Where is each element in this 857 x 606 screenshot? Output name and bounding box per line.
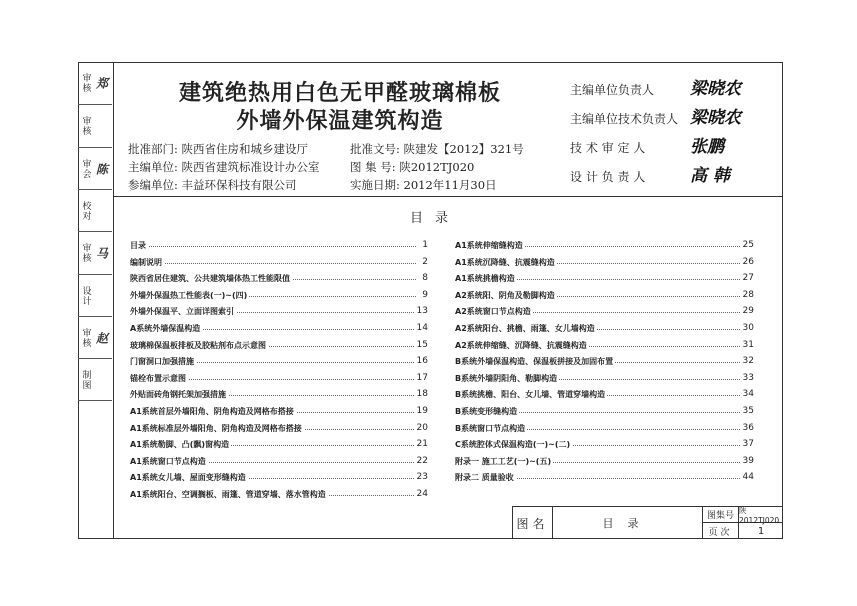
toc-entry[interactable] — [455, 255, 754, 272]
toc-entry[interactable] — [455, 404, 754, 421]
sidebar-label: 制图 — [80, 369, 91, 390]
toc-entry-page: 8 — [422, 273, 428, 284]
sidebar-cell — [78, 190, 112, 232]
toc-entry[interactable] — [130, 238, 428, 255]
toc-entry[interactable] — [130, 421, 428, 438]
toc-entry-label: 外墙外保温平、立面详图索引 — [130, 307, 234, 317]
toc-entry-label: B系统挑檐、阳台、女儿墙、管道穿墙构造 — [455, 390, 606, 400]
toc-entry[interactable] — [130, 271, 428, 288]
responsible-label: 主编单位负责人 — [570, 83, 655, 97]
toc-entry-page: 31 — [742, 339, 754, 350]
toc-entry[interactable] — [455, 354, 754, 371]
sidebar-signature: 郑 — [94, 77, 109, 89]
toc-entry-page: 2 — [422, 256, 428, 267]
toc-entry-page: 37 — [742, 439, 754, 450]
responsible-signature: 张鹏 — [690, 137, 724, 157]
responsible-signature: 梁晓农 — [690, 79, 741, 99]
document-title-line2: 外墙外保温建筑构造 — [236, 109, 444, 134]
toc-entry[interactable] — [130, 454, 428, 471]
toc-entry-page: 36 — [742, 422, 754, 433]
toc-entry-label: 附录一 施工工艺(一)~(五) — [455, 456, 552, 466]
implementation-date: 实施日期: 2012年11月30日 — [350, 178, 497, 192]
sidebar-cell — [78, 62, 112, 105]
toc-entry-page: 16 — [416, 356, 428, 367]
toc-entry-label: A1系统标准层外墙阳角、阴角构造及网格布搭接 — [130, 423, 302, 433]
toc-entry-label: B系统外墙阴阳角、勒脚构造 — [455, 373, 558, 383]
toc-right-column — [455, 238, 754, 487]
toc-entry[interactable] — [455, 421, 754, 438]
sidebar-signature — [92, 359, 112, 400]
toc-entry-page: 17 — [416, 372, 428, 383]
sidebar-cell — [78, 105, 112, 148]
toc-entry-label: 附录二 质量验收 — [455, 473, 514, 483]
participant-unit: 参编单位: 丰益环保科技有限公司 — [128, 178, 297, 192]
toc-entry-label: 门窗洞口加强措施 — [130, 357, 194, 367]
sidebar-signature — [92, 190, 112, 231]
sidebar-cell — [78, 148, 112, 190]
toc-left-column — [130, 238, 428, 504]
toc-leader-dots — [130, 246, 416, 247]
toc-entry-page: 23 — [416, 472, 428, 483]
toc-entry-page: 24 — [416, 488, 428, 499]
toc-entry-page: 20 — [416, 422, 428, 433]
toc-entry-page: 1 — [422, 240, 428, 250]
toc-entry-page: 25 — [742, 240, 754, 250]
toc-entry-label: 编制说明 — [130, 257, 162, 267]
atlas-number: 图 集 号: 陕2012TJ020 — [350, 160, 475, 174]
sidebar-signature — [92, 275, 112, 316]
toc-entry-label: A系统外墙保温构造 — [130, 323, 201, 333]
responsible-label: 设 计 负 责 人 — [570, 170, 646, 184]
sidebar-label: 审核 — [80, 116, 91, 136]
atlas-label: 图集号 — [703, 507, 739, 523]
toc-entry-page: 28 — [742, 289, 754, 300]
toc-entry[interactable] — [130, 255, 428, 272]
sidebar-cell — [78, 275, 112, 317]
toc-entry-page: 9 — [422, 289, 428, 300]
sidebar-label: 设计 — [80, 285, 91, 306]
toc-entry[interactable] — [130, 321, 428, 338]
toc-entry-page: 35 — [742, 405, 754, 416]
toc-entry-label: B系统外墙保温构造、保温板拼接及加固布置 — [455, 357, 614, 367]
toc-entry-page: 33 — [742, 372, 754, 383]
toc-entry-page: 26 — [742, 256, 754, 267]
toc-entry-page: 19 — [416, 405, 428, 416]
sidebar-label: 审核 — [80, 327, 91, 348]
toc-entry[interactable] — [455, 288, 754, 305]
sidebar-label: 审核 — [80, 73, 91, 93]
toc-entry-label: A2系统阳台、挑檐、雨篷、女儿墙构造 — [455, 323, 595, 333]
responsible-signature: 高 韩 — [690, 166, 730, 186]
header-divider — [114, 196, 783, 197]
sidebar-signature: 马 — [94, 247, 109, 259]
toc-entry[interactable] — [455, 437, 754, 454]
toc-entry[interactable] — [130, 487, 428, 504]
toc-entry-label: B系统窗口节点构造 — [455, 423, 526, 433]
sidebar-cell — [78, 317, 112, 359]
toc-entry[interactable] — [455, 371, 754, 388]
toc-entry-label: 外墙外保温热工性能表(一)~(四) — [130, 290, 248, 300]
toc-entry-label: C系统腔体式保温构造(一)~(二) — [455, 440, 571, 450]
toc-entry-label: A1系统挑檐构造 — [455, 274, 515, 284]
toc-entry-page: 21 — [416, 439, 428, 450]
sidebar-cell — [78, 359, 112, 401]
toc-entry[interactable] — [455, 321, 754, 338]
toc-entry-page: 39 — [742, 455, 754, 466]
toc-entry[interactable] — [130, 288, 428, 305]
approval-doc-number: 批准文号: 陕建发【2012】321号 — [350, 142, 524, 156]
toc-entry-label: A1系统沉降缝、抗震缝构造 — [455, 257, 555, 267]
toc-entry-page: 15 — [416, 339, 428, 350]
approval-sidebar — [78, 62, 114, 539]
document-title-line1: 建筑绝热用白色无甲醛玻璃棉板 — [178, 81, 501, 106]
sidebar-signature: 陈 — [94, 162, 109, 175]
toc-entry-label: A1系统阳台、空调搁板、雨篷、管道穿墙、落水管构造 — [130, 489, 326, 499]
toc-entry-label: A1系统伸缩缝构造 — [455, 241, 523, 250]
toc-entry[interactable] — [130, 304, 428, 321]
toc-entry[interactable] — [130, 404, 428, 421]
toc-entry[interactable] — [455, 387, 754, 404]
responsible-signature: 梁晓农 — [690, 108, 741, 128]
toc-entry-label: A2系统窗口节点构造 — [455, 307, 531, 317]
sidebar-signature — [92, 105, 112, 147]
toc-entry-label: A2系统伸缩缝、沉降缝、抗震缝构造 — [455, 340, 587, 350]
toc-entry-label: A1系统勒脚、凸(飘)窗构造 — [130, 440, 230, 450]
toc-entry-label: 外贴面砖角钢托架加强措施 — [130, 390, 226, 400]
toc-entry-label: 目录 — [130, 241, 146, 250]
toc-entry-page: 14 — [416, 322, 428, 333]
toc-entry[interactable] — [130, 371, 428, 388]
toc-entry[interactable] — [455, 470, 754, 487]
toc-leader-dots — [130, 263, 416, 264]
sidebar-label: 审会 — [80, 158, 91, 179]
toc-entry-page: 29 — [742, 306, 754, 317]
page-value: 1 — [757, 525, 765, 537]
chief-unit: 主编单位: 陕西省建筑标准设计办公室 — [128, 160, 320, 174]
toc-entry[interactable] — [130, 470, 428, 487]
toc-entry[interactable] — [455, 338, 754, 355]
responsible-label: 主编单位技术负责人 — [570, 112, 679, 126]
toc-entry-label: A1系统女儿墙、屋面变形缝构造 — [130, 473, 246, 483]
approval-dept: 批准部门: 陕西省住房和城乡建设厅 — [128, 142, 309, 156]
sidebar-signature: 赵 — [94, 331, 109, 344]
sidebar-label: 审核 — [80, 243, 91, 263]
toc-entry-label: B系统变形缝构造 — [455, 406, 518, 416]
sidebar-cell — [78, 232, 112, 275]
toc-entry-page: 44 — [742, 472, 754, 483]
toc-entry-label: 玻璃棉保温板排板及胶粘剂布点示意图 — [130, 340, 266, 350]
toc-entry[interactable] — [455, 304, 754, 321]
toc-title: 目录 — [410, 211, 461, 226]
toc-entry-label: A2系统阳、阴角及勒脚构造 — [455, 290, 555, 300]
title-block — [512, 506, 783, 539]
toc-entry-label: A1系统首层外墙阳角、阴角构造及网格布搭接 — [130, 406, 294, 416]
toc-entry-label: 陕西省居住建筑、公共建筑墙体热工性能限值 — [130, 274, 290, 284]
toc-entry-page: 32 — [742, 356, 754, 367]
toc-entry[interactable] — [130, 354, 428, 371]
toc-entry[interactable] — [130, 387, 428, 404]
toc-entry-label: 锚栓布置示意图 — [130, 373, 186, 383]
toc-entry-page: 13 — [416, 306, 428, 317]
toc-entry-page: 18 — [416, 389, 428, 400]
figure-name: 目录 — [553, 507, 703, 539]
responsible-label: 技 术 审 定 人 — [570, 141, 646, 155]
toc-entry[interactable] — [130, 338, 428, 355]
toc-entry[interactable] — [455, 271, 754, 288]
toc-entry-page: 27 — [742, 273, 754, 284]
toc-entry[interactable] — [455, 454, 754, 471]
toc-entry[interactable] — [130, 437, 428, 454]
sidebar-label: 校对 — [80, 200, 91, 221]
toc-entry-page: 34 — [742, 389, 754, 400]
toc-entry[interactable] — [455, 238, 754, 255]
toc-entry-page: 30 — [742, 322, 754, 333]
figure-name-label: 图名 — [513, 507, 553, 539]
page-label: 页次 — [703, 523, 739, 539]
atlas-value: 陕2012TJ020 — [739, 507, 783, 523]
toc-entry-page: 22 — [416, 455, 428, 466]
toc-entry-label: A1系统窗口节点构造 — [130, 456, 206, 466]
